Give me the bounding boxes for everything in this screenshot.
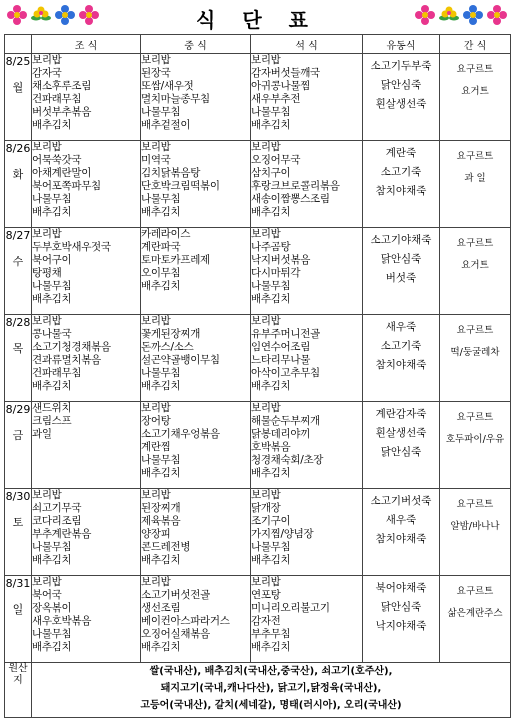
menu-item: 나물무침 (32, 541, 72, 553)
menu-item: 건파래무침 (32, 93, 82, 105)
menu-item: 나물무침 (251, 541, 291, 553)
day-row (5, 402, 511, 489)
day-row (5, 315, 511, 402)
menu-item: 보리밥 (32, 489, 62, 501)
snack-cell (440, 54, 511, 141)
menu-item: 흰살생선죽 (375, 98, 427, 110)
liquid-diet-cell (363, 228, 440, 315)
breakfast-cell (32, 228, 141, 315)
menu-item: 보리밥 (32, 315, 62, 327)
lunch-cell (141, 576, 251, 663)
menu-item: 닭안심죽 (380, 79, 422, 91)
menu-item: 버섯부추볶음 (32, 106, 92, 118)
menu-item: 요구르트 (456, 151, 494, 162)
date-cell (5, 54, 32, 141)
origin-row (5, 663, 511, 718)
flower-icon (486, 4, 508, 26)
menu-item: 연포탕 (251, 589, 281, 601)
menu-item: 호박볶음 (251, 441, 291, 453)
menu-item: 조기구이 (251, 515, 291, 527)
menu-item: 배추김치 (32, 119, 72, 131)
liquid-diet-cell (363, 315, 440, 402)
menu-item: 요구르트 (456, 238, 494, 249)
menu-item: 배추김치 (32, 554, 72, 566)
menu-item: 배추김치 (251, 293, 291, 305)
menu-item: 요구르트 (456, 499, 494, 510)
weekday-label: 토 (12, 516, 24, 529)
menu-item: 베이컨아스파라거스 (141, 615, 230, 627)
menu-item: 보리밥 (141, 315, 171, 327)
snack-cell (440, 402, 511, 489)
menu-item: 멸치마늘종무침 (141, 93, 210, 105)
menu-item: 보리밥 (251, 489, 281, 501)
menu-item: 또쌈/새우젓 (141, 80, 194, 92)
origin-line: 돼지고기(국내,캐나다산), 닭고기,닭정육(국내산), (160, 683, 382, 694)
day-row (5, 141, 511, 228)
menu-item: 낙지버섯볶음 (251, 254, 311, 266)
header-breakfast: 조 식 (32, 35, 141, 54)
menu-item: 닭안심죽 (380, 253, 422, 265)
menu-item: 나물무침 (32, 628, 72, 640)
menu-item: 배추김치 (141, 467, 181, 479)
menu-item: 카레라이스 (141, 228, 191, 240)
menu-item: 샌드위치 (32, 402, 72, 414)
menu-item: 보리밥 (251, 228, 281, 240)
menu-item: 보리밥 (141, 402, 171, 414)
date-cell (5, 228, 32, 315)
dinner-cell (251, 402, 363, 489)
menu-item: 보리밥 (251, 315, 281, 327)
menu-item: 소고기야채죽 (370, 234, 432, 246)
lunch-cell (141, 228, 251, 315)
menu-item: 보리밥 (251, 141, 281, 153)
liquid-diet-cell (363, 54, 440, 141)
dinner-cell (251, 228, 363, 315)
menu-item: 돈까스/소스 (141, 341, 194, 353)
menu-item: 계란찜 (141, 441, 171, 453)
menu-item: 요구르트 (456, 325, 494, 336)
dinner-cell (251, 576, 363, 663)
menu-item: 배추김치 (32, 641, 72, 653)
menu-item: 배추김치 (32, 380, 72, 392)
menu-item: 새우죽 (385, 514, 417, 526)
menu-item: 버섯죽 (385, 272, 417, 284)
menu-item: 코다리조림 (32, 515, 82, 527)
menu-item: 보리밥 (141, 489, 171, 501)
menu-item: 쇠고기무국 (32, 502, 82, 514)
menu-item: 요구르트 (456, 64, 494, 75)
menu-item: 배추김치 (251, 119, 291, 131)
menu-item: 닭봉데리야끼 (251, 428, 311, 440)
dinner-cell (251, 54, 363, 141)
menu-item: 닭안심죽 (380, 601, 422, 613)
weekday-label: 목 (12, 342, 24, 355)
title-bar (0, 0, 514, 30)
page-title: 식 단 표 (196, 8, 318, 32)
menu-item: 배추김치 (141, 554, 181, 566)
menu-item: 배추김치 (141, 206, 181, 218)
menu-item: 배추김치 (32, 206, 72, 218)
menu-item: 된장국 (141, 67, 171, 79)
menu-item: 알밤/바나나 (450, 521, 500, 532)
menu-item: 새우죽 (385, 321, 417, 333)
menu-item: 배추김치 (32, 293, 72, 305)
breakfast-cell (32, 54, 141, 141)
liquid-diet-cell (363, 141, 440, 228)
snack-cell (440, 228, 511, 315)
menu-item: 소고기두부죽 (370, 60, 432, 72)
menu-item: 보리밥 (32, 141, 62, 153)
lunch-cell (141, 54, 251, 141)
weekday-label: 금 (12, 429, 24, 442)
menu-item: 생선조림 (141, 602, 181, 614)
menu-item: 참치야채죽 (375, 533, 427, 545)
menu-item: 두부호박새우젓국 (32, 241, 111, 253)
menu-item: 나물무침 (141, 193, 181, 205)
liquid-diet-cell (363, 489, 440, 576)
menu-item: 계란파국 (141, 241, 181, 253)
menu-item: 해물순두부찌개 (251, 415, 320, 427)
menu-item: 요구르트 (456, 412, 494, 423)
date-cell (5, 576, 32, 663)
date-cell (5, 141, 32, 228)
menu-item: 배추김치 (141, 641, 181, 653)
menu-item: 양장피 (141, 528, 171, 540)
snack-cell (440, 315, 511, 402)
header-snack: 간 식 (440, 35, 511, 54)
menu-item: 닭안심죽 (380, 446, 422, 458)
date-cell (5, 489, 32, 576)
menu-item: 소고기죽 (380, 340, 422, 352)
menu-item: 소고기채우엉볶음 (141, 428, 220, 440)
menu-item: 탕평채 (32, 267, 62, 279)
menu-item: 소고기죽 (380, 166, 422, 178)
flower-icon (462, 4, 484, 26)
date-label: 8/25 (5, 55, 31, 68)
day-row (5, 228, 511, 315)
menu-item: 호두파이/우유 (445, 434, 505, 445)
weekday-label: 화 (12, 168, 24, 181)
menu-item: 과일 (32, 428, 52, 440)
menu-item: 크림스프 (32, 415, 72, 427)
menu-item: 장옥볶이 (32, 602, 72, 614)
menu-item: 단호박크림떡볶이 (141, 180, 220, 192)
menu-item: 참치야채죽 (375, 185, 427, 197)
dinner-cell (251, 315, 363, 402)
menu-item: 미역국 (141, 154, 171, 166)
menu-item: 닭개장 (251, 502, 281, 514)
menu-item: 감자전 (251, 615, 281, 627)
menu-item: 콩나물국 (32, 328, 72, 340)
header-dinner: 석 식 (251, 35, 363, 54)
menu-item: 감자국 (32, 67, 62, 79)
menu-item: 오이무침 (141, 267, 181, 279)
menu-item: 어묵쑥갓국 (32, 154, 82, 166)
menu-item: 요거트 (461, 86, 489, 97)
breakfast-cell (32, 402, 141, 489)
menu-item: 아귀콩나물찜 (251, 80, 311, 92)
menu-item: 계란죽 (385, 147, 417, 159)
date-label: 8/31 (5, 577, 31, 590)
menu-item: 다시마튀각 (251, 267, 301, 279)
menu-item: 유부주머니전골 (251, 328, 320, 340)
menu-item: 건파래무침 (32, 367, 82, 379)
menu-item: 북어구이 (32, 254, 72, 266)
menu-item: 청경채숙회/초장 (251, 454, 324, 466)
menu-item: 새우호박볶음 (32, 615, 92, 627)
menu-item: 나물무침 (32, 193, 72, 205)
weekday-label: 월 (12, 81, 24, 94)
flower-icon (438, 4, 460, 26)
weekday-label: 일 (12, 603, 24, 616)
menu-item: 견과류멸치볶음 (32, 354, 101, 366)
menu-item: 느타리무나물 (251, 354, 311, 366)
liquid-diet-cell (363, 402, 440, 489)
day-row (5, 489, 511, 576)
menu-item: 장어탕 (141, 415, 171, 427)
menu-item: 흰살생선죽 (375, 427, 427, 439)
origin-label: 원산지 (5, 663, 32, 718)
day-row (5, 54, 511, 141)
menu-item: 떡/둥굴레차 (450, 347, 500, 358)
menu-item: 소고기청경채볶음 (32, 341, 111, 353)
menu-item: 나물무침 (141, 367, 181, 379)
origin-line: 고등어(국내산), 갈치(세네갈), 명태(러시아), 오리(국내산) (140, 700, 402, 711)
menu-item: 나물무침 (251, 106, 291, 118)
origin-line: 쌀(국내산), 배추김치(국내산,중국산), 쇠고기(호주산), (149, 666, 393, 677)
weekday-label: 수 (12, 255, 24, 268)
menu-item: 토마토카프레제 (141, 254, 210, 266)
menu-item: 삼치구이 (251, 167, 291, 179)
menu-item: 채소후루조림 (32, 80, 92, 92)
snack-cell (440, 576, 511, 663)
header-lunch: 중 식 (141, 35, 251, 54)
menu-item: 된장찌개 (141, 502, 181, 514)
lunch-cell (141, 402, 251, 489)
menu-item: 제육볶음 (141, 515, 181, 527)
menu-item: 부추무침 (251, 628, 291, 640)
menu-item: 배추겉절이 (141, 119, 191, 131)
menu-item: 나물무침 (32, 280, 72, 292)
breakfast-cell (32, 141, 141, 228)
menu-item: 삶은계란주스 (447, 608, 503, 619)
date-label: 8/26 (5, 142, 31, 155)
menu-item: 보리밥 (141, 576, 171, 588)
dinner-cell (251, 489, 363, 576)
menu-item: 가지찜/양념장 (251, 528, 314, 540)
date-label: 8/28 (5, 316, 31, 329)
menu-item: 김치닭볶음탕 (141, 167, 201, 179)
menu-item: 낙지야채죽 (375, 620, 427, 632)
origin-info (32, 663, 511, 718)
menu-item: 오징어무국 (251, 154, 301, 166)
menu-item: 보리밥 (251, 54, 281, 66)
menu-item: 계란감자죽 (375, 408, 427, 420)
menu-item: 북어야채죽 (375, 582, 427, 594)
header-liquid: 유동식 (363, 35, 440, 54)
menu-item: 나물무침 (141, 454, 181, 466)
snack-cell (440, 489, 511, 576)
menu-item: 나물무침 (251, 280, 291, 292)
menu-item: 배추김치 (141, 380, 181, 392)
menu-item: 참치야채죽 (375, 359, 427, 371)
menu-item: 보리밥 (251, 576, 281, 588)
menu-item: 아삭이고추무침 (251, 367, 320, 379)
menu-item: 배추김치 (251, 467, 291, 479)
menu-item: 아채계란말이 (32, 167, 92, 179)
menu-item: 오징어실채볶음 (141, 628, 210, 640)
menu-item: 소고기버섯전골 (141, 589, 210, 601)
menu-item: 배추김치 (251, 554, 291, 566)
snack-cell (440, 141, 511, 228)
menu-item: 보리밥 (141, 54, 171, 66)
menu-item: 보리밥 (32, 54, 62, 66)
menu-item: 임연수어조림 (251, 341, 311, 353)
menu-item: 보리밥 (141, 141, 171, 153)
menu-item: 보리밥 (251, 402, 281, 414)
menu-item: 후랑크브로콜리볶음 (251, 180, 340, 192)
menu-item: 나물무침 (141, 106, 181, 118)
menu-item: 보리밥 (32, 576, 62, 588)
menu-item: 배추김치 (141, 280, 181, 292)
menu-item: 보리밥 (32, 228, 62, 240)
menu-item: 부추계란볶음 (32, 528, 92, 540)
flower-icon (414, 4, 436, 26)
header-date (5, 35, 32, 54)
menu-item: 미니리오리불고기 (251, 602, 330, 614)
breakfast-cell (32, 576, 141, 663)
menu-item: 새송이짬뽕스조림 (251, 193, 330, 205)
breakfast-cell (32, 315, 141, 402)
meal-table (4, 34, 511, 718)
date-label: 8/27 (5, 229, 31, 242)
date-label: 8/30 (5, 490, 31, 503)
breakfast-cell (32, 489, 141, 576)
date-cell (5, 402, 32, 489)
menu-item: 새우부추전 (251, 93, 301, 105)
menu-item: 요거트 (461, 260, 489, 271)
menu-item: 배추김치 (251, 641, 291, 653)
menu-item: 설곤약골뱅이무침 (141, 354, 220, 366)
dinner-cell (251, 141, 363, 228)
menu-item: 콘드레전병 (141, 541, 191, 553)
menu-item: 북어포쪽파무침 (32, 180, 101, 192)
menu-item: 꽃게된장찌개 (141, 328, 201, 340)
menu-item: 나주곰탕 (251, 241, 291, 253)
day-row (5, 576, 511, 663)
date-label: 8/29 (5, 403, 31, 416)
header-row (5, 35, 511, 54)
lunch-cell (141, 315, 251, 402)
menu-item: 북어국 (32, 589, 62, 601)
menu-item: 소고기버섯죽 (370, 495, 432, 507)
menu-item: 배추김치 (251, 380, 291, 392)
menu-item: 감자버섯들깨국 (251, 67, 320, 79)
date-cell (5, 315, 32, 402)
liquid-diet-cell (363, 576, 440, 663)
menu-item: 요구르트 (456, 586, 494, 597)
lunch-cell (141, 489, 251, 576)
flower-decoration-right (414, 4, 508, 26)
menu-item: 과 일 (464, 173, 486, 184)
lunch-cell (141, 141, 251, 228)
menu-item: 배추김치 (251, 206, 291, 218)
